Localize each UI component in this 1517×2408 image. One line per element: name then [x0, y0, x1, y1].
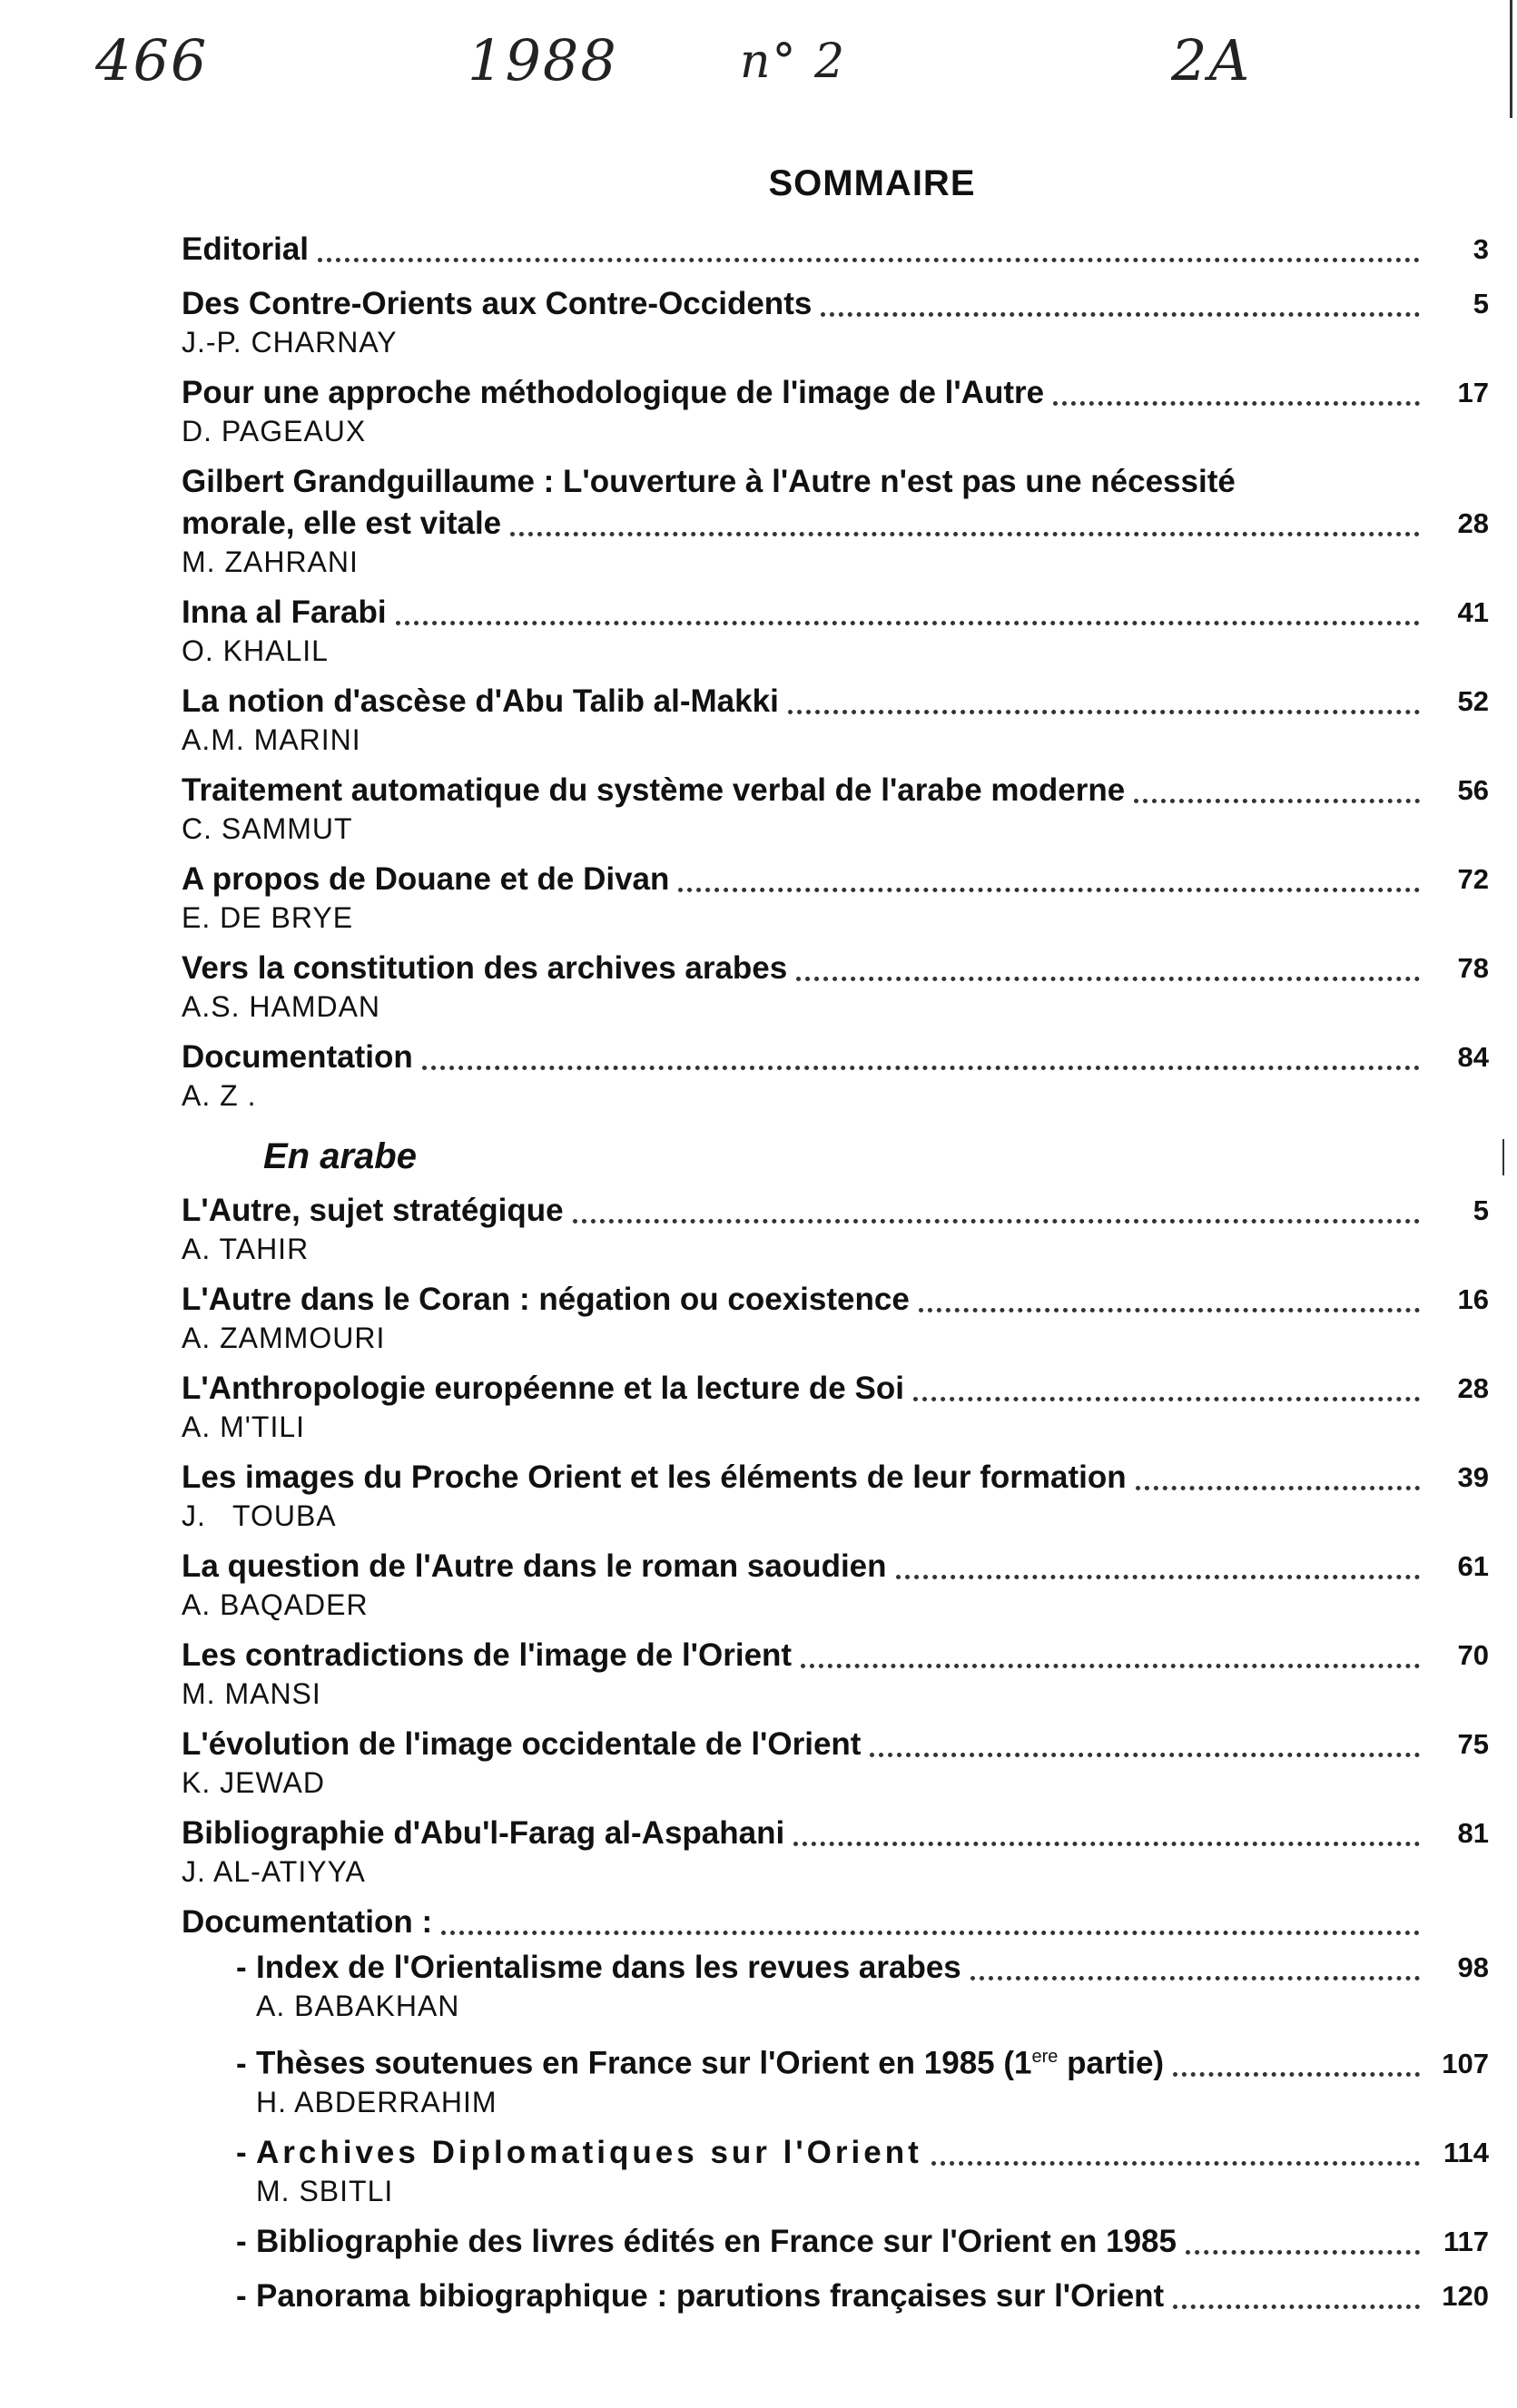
entry-author: M. ZAHRANI — [182, 545, 359, 578]
page-number: 5 — [1473, 1194, 1489, 1226]
page-number: 120 — [1442, 2279, 1489, 2312]
dot-leader — [318, 258, 1420, 262]
toc-entry[interactable] — [182, 1724, 1489, 1800]
toc-entry[interactable] — [182, 461, 1489, 579]
bullet: - — [236, 2223, 247, 2259]
dot-leader — [913, 1397, 1420, 1401]
dot-leader — [1173, 2072, 1420, 2077]
bullet: - — [236, 2277, 247, 2314]
dot-leader — [896, 1575, 1420, 1579]
bullet: - — [236, 2045, 247, 2081]
entry-author: A. TAHIR — [182, 1233, 310, 1265]
entry-title: Des Contre-Orients aux Contre-Occidents — [182, 286, 813, 321]
entry-title: L'Anthropologie européenne et la lecture de Soi — [182, 1371, 904, 1406]
toc-entry[interactable] — [182, 770, 1489, 846]
scan-edge-mark — [1502, 1139, 1504, 1175]
page-number: 39 — [1457, 1461, 1489, 1493]
dot-leader — [821, 312, 1420, 317]
entry-author: E. DE BRYE — [182, 901, 354, 934]
dot-leader — [1136, 1486, 1420, 1490]
entry-title: Archives Diplomatiques sur l'Orient — [256, 2134, 922, 2170]
entry-title-line-2: morale, elle est vitale — [182, 506, 502, 541]
entry-author: A. BABAKHAN — [256, 1990, 460, 2022]
entry-title: L'Autre, sujet stratégique — [182, 1193, 564, 1228]
entry-title: Inna al Farabi — [182, 595, 387, 630]
page-number: 56 — [1457, 774, 1489, 806]
entry-title-superscript: ere — [1031, 2047, 1059, 2067]
toc-entry[interactable] — [182, 1279, 1489, 1355]
page-number: 81 — [1457, 1817, 1489, 1849]
page-number: 107 — [1442, 2047, 1489, 2079]
toc-subentry[interactable] — [182, 1947, 1489, 2023]
dot-leader — [931, 2161, 1420, 2166]
entry-author: O. KHALIL — [182, 634, 329, 667]
entry-title: Traitement automatique du système verbal de l'arabe moderne — [182, 772, 1126, 808]
dot-leader — [441, 1931, 1420, 1935]
entry-author: M. MANSI — [182, 1677, 321, 1710]
toc-entry[interactable] — [182, 1813, 1489, 1889]
dot-leader — [422, 1066, 1420, 1070]
toc-subentry[interactable] — [182, 2036, 1489, 2119]
entry-author: A. Z . — [182, 1079, 257, 1112]
toc-subentry[interactable] — [182, 2132, 1489, 2208]
bullet: - — [236, 1950, 247, 1985]
page-number: 78 — [1457, 952, 1489, 984]
toc-entry[interactable] — [182, 1037, 1489, 1113]
table-of-contents — [182, 229, 1489, 2330]
page-number: 5 — [1473, 288, 1489, 319]
page-number: 70 — [1457, 1639, 1489, 1671]
entry-author: J.-P. CHARNAY — [182, 326, 398, 359]
entry-title: Pour une approche méthodologique de l'image de l'Autre — [182, 375, 1045, 410]
entry-author: A. BAQADER — [182, 1588, 369, 1621]
dot-leader — [919, 1308, 1420, 1312]
dot-leader — [801, 1664, 1420, 1668]
entry-title: Index de l'Orientalisme dans les revues arabes — [256, 1950, 961, 1985]
page-number: 28 — [1457, 1372, 1489, 1404]
entry-title-pre: Thèses soutenues en France sur l'Orient en 1985 (1 — [256, 2045, 1032, 2081]
page-number: 117 — [1443, 2225, 1489, 2257]
entry-title-post: partie) — [1058, 2045, 1165, 2081]
entry-title: Bibliographie d'Abu'l-Farag al-Aspahani — [182, 1815, 785, 1851]
toc-subentry[interactable] — [182, 2275, 1489, 2317]
toc-entry[interactable] — [182, 948, 1489, 1024]
dot-leader — [1186, 2250, 1420, 2255]
entry-title: Les contradictions de l'image de l'Orient — [182, 1637, 793, 1673]
entry-title: Editorial — [182, 231, 310, 267]
dot-leader — [788, 710, 1420, 714]
entry-title: La notion d'ascèse d'Abu Talib al-Makki — [182, 683, 779, 719]
toc-entry[interactable] — [182, 1457, 1489, 1533]
toc-entry[interactable] — [182, 1190, 1489, 1266]
entry-title: Les images du Proche Orient et les éléments de leur formation — [182, 1460, 1127, 1495]
entry-title: L'Autre dans le Coran : négation ou coexistence — [182, 1282, 910, 1317]
toc-entry[interactable] — [182, 229, 1489, 270]
entry-author: A. ZAMMOURI — [182, 1322, 386, 1354]
entry-author: J. AL-ATIYYA — [182, 1855, 366, 1888]
entry-title: A propos de Douane et de Divan — [182, 861, 670, 897]
toc-entry-documentation[interactable] — [182, 1902, 1489, 1943]
dot-leader — [796, 977, 1420, 981]
toc-entry[interactable] — [182, 1635, 1489, 1711]
entry-title: Vers la constitution des archives arabes — [182, 950, 788, 986]
entry-author: A.S. HAMDAN — [182, 990, 381, 1023]
dot-leader — [793, 1842, 1420, 1846]
handwritten-note-2: 1988 — [468, 27, 618, 93]
dot-leader — [678, 888, 1420, 892]
dot-leader — [510, 532, 1420, 536]
entry-title — [256, 2036, 1164, 2085]
entry-title: Documentation — [182, 1039, 413, 1075]
entry-author: D. PAGEAUX — [182, 415, 367, 447]
page-number: 72 — [1457, 863, 1489, 895]
toc-entry[interactable] — [182, 1368, 1489, 1444]
entry-title: La question de l'Autre dans le roman saoudien — [182, 1548, 887, 1584]
page-number: 41 — [1457, 596, 1489, 628]
dot-leader — [1053, 401, 1420, 406]
scan-edge-mark — [1510, 0, 1512, 118]
entry-author: A. M'TILI — [182, 1410, 306, 1443]
handwritten-note-4: 2A — [1171, 27, 1252, 93]
page-number: 3 — [1473, 233, 1489, 265]
entry-title: L'évolution de l'image occidentale de l'Orient — [182, 1726, 862, 1762]
page-number: 75 — [1457, 1728, 1489, 1760]
toc-entry[interactable] — [182, 681, 1489, 757]
page-number: 52 — [1457, 685, 1489, 717]
entry-title: Documentation : — [182, 1904, 433, 1940]
dot-leader — [970, 1976, 1420, 1980]
section-heading-arabe: En arabe — [263, 1136, 417, 1176]
page-number: 84 — [1457, 1041, 1489, 1073]
toc-entry[interactable] — [182, 859, 1489, 935]
bullet: - — [236, 2134, 247, 2170]
page-title: SOMMAIRE — [768, 163, 976, 203]
entry-title: Bibliographie des livres édités en France sur l'Orient en 1985 — [256, 2223, 1177, 2259]
toc-subentry[interactable] — [182, 2221, 1489, 2263]
entry-author: M. SBITLI — [256, 2174, 394, 2207]
page-number: 114 — [1443, 2136, 1489, 2168]
dot-leader — [870, 1753, 1420, 1757]
handwritten-note-1: 466 — [95, 27, 209, 93]
entry-title: Panorama bibiographique : parutions françaises sur l'Orient — [256, 2277, 1165, 2314]
dot-leader — [1134, 799, 1420, 803]
page-number: 28 — [1457, 507, 1489, 539]
page-number: 61 — [1457, 1550, 1489, 1582]
entry-title-line-1: Gilbert Grandguillaume : L'ouverture à l'Autre n'est pas une nécessité — [182, 464, 1236, 499]
entry-author: A.M. MARINI — [182, 723, 361, 756]
dot-leader — [396, 621, 1420, 625]
dot-leader — [573, 1219, 1420, 1224]
entry-author: H. ABDERRAHIM — [256, 2085, 497, 2118]
entry-author: K. JEWAD — [182, 1766, 325, 1799]
handwritten-note-3: n° 2 — [740, 34, 847, 89]
entry-author: J. TOUBA — [182, 1499, 337, 1532]
page-number: 17 — [1457, 377, 1489, 408]
entry-author: C. SAMMUT — [182, 812, 353, 845]
toc-entry[interactable] — [182, 592, 1489, 668]
toc-entry[interactable] — [182, 1546, 1489, 1622]
toc-entry[interactable] — [182, 283, 1489, 359]
page-number: 16 — [1457, 1283, 1489, 1315]
page-number: 98 — [1457, 1951, 1489, 1983]
toc-entry[interactable] — [182, 372, 1489, 448]
dot-leader — [1173, 2305, 1420, 2309]
